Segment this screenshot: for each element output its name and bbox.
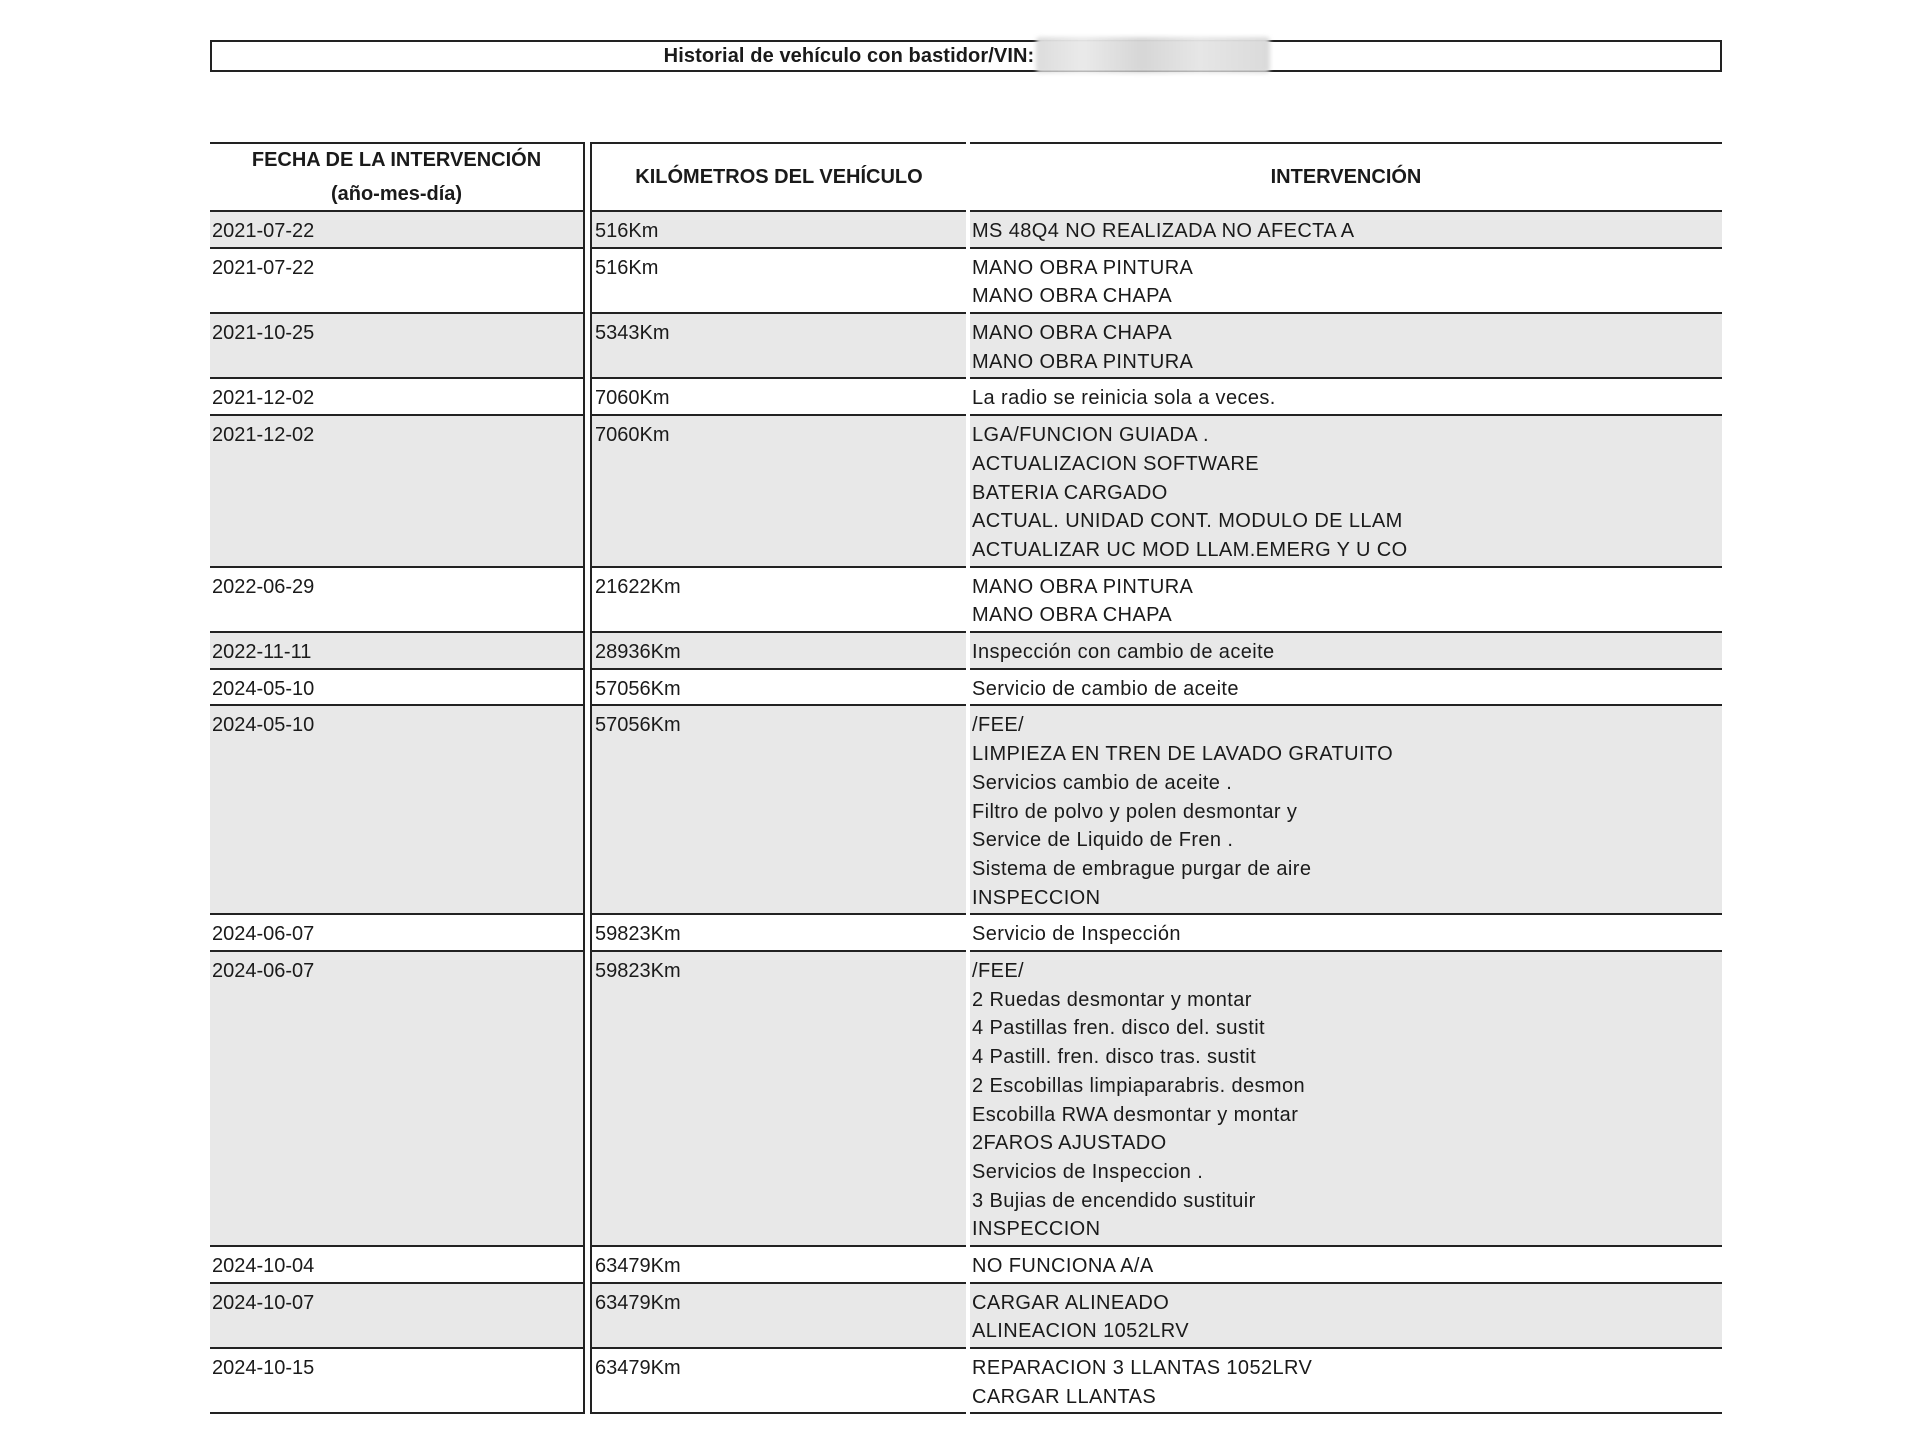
cell-km xyxy=(590,568,966,633)
intervention-line: 4 Pastillas fren. disco del. sustit xyxy=(972,1017,1266,1040)
intervention-line: Inspección con cambio de aceite xyxy=(972,641,1275,664)
km-text: 63479Km xyxy=(595,1357,681,1380)
cell-date xyxy=(210,1284,585,1349)
cell-date xyxy=(210,212,585,249)
intervention-line: MANO OBRA CHAPA xyxy=(972,285,1173,308)
cell-km xyxy=(590,670,966,707)
vehicle-history-table xyxy=(210,142,1722,1414)
table-row xyxy=(210,1247,1722,1284)
intervention-line: INSPECCION xyxy=(972,886,1101,909)
cell-date xyxy=(210,249,585,314)
intervention-line: ACTUAL. UNIDAD CONT. MODULO DE LLAM xyxy=(972,510,1403,533)
intervention-line: 2 Ruedas desmontar y montar xyxy=(972,988,1252,1011)
intervention-line: La radio se reinicia sola a veces. xyxy=(972,387,1276,410)
intervention-line: Servicio de Inspección xyxy=(972,923,1181,946)
table-row xyxy=(210,249,1722,314)
column-header-km-label: KILÓMETROS DEL VEHÍCULO xyxy=(635,166,923,188)
intervention-line: MANO OBRA CHAPA xyxy=(972,604,1173,627)
cell-intervention xyxy=(970,670,1722,707)
cell-intervention xyxy=(970,1247,1722,1284)
intervention-line: ACTUALIZACION SOFTWARE xyxy=(972,452,1259,475)
cell-intervention xyxy=(970,314,1722,379)
cell-km xyxy=(590,249,966,314)
cell-date xyxy=(210,706,585,915)
cell-intervention xyxy=(970,1349,1722,1414)
cell-km xyxy=(590,1349,966,1414)
column-header-intervention-label: INTERVENCIÓN xyxy=(1270,166,1422,188)
intervention-line: CARGAR ALINEADO xyxy=(972,1291,1170,1314)
vin-redacted xyxy=(1036,37,1270,73)
date-text: 2021-12-02 xyxy=(212,424,315,447)
intervention-line: MANO OBRA PINTURA xyxy=(972,350,1194,373)
column-header-date xyxy=(210,142,585,212)
cell-date xyxy=(210,952,585,1247)
km-text: 59823Km xyxy=(595,923,681,946)
intervention-line: Service de Liquido de Fren . xyxy=(972,829,1234,852)
intervention-line: 2FAROS AJUSTADO xyxy=(972,1132,1167,1155)
date-text: 2024-05-10 xyxy=(212,677,315,700)
document-title-box xyxy=(210,40,1722,72)
date-text: 2024-06-07 xyxy=(212,923,315,946)
intervention-line: Escobilla RWA desmontar y montar xyxy=(972,1103,1299,1126)
date-text: 2022-11-11 xyxy=(212,641,312,664)
table-row xyxy=(210,416,1722,568)
cell-intervention xyxy=(970,379,1722,416)
table-row xyxy=(210,568,1722,633)
cell-km xyxy=(590,1284,966,1349)
cell-date xyxy=(210,1247,585,1284)
cell-km xyxy=(590,952,966,1247)
cell-intervention xyxy=(970,915,1722,952)
intervention-line: INSPECCION xyxy=(972,1218,1101,1241)
date-text: 2024-10-15 xyxy=(212,1357,315,1380)
intervention-line: REPARACION 3 LLANTAS 1052LRV xyxy=(972,1357,1313,1380)
date-text: 2024-06-07 xyxy=(212,960,315,982)
cell-intervention xyxy=(970,633,1722,670)
intervention-line: LIMPIEZA EN TREN DE LAVADO GRATUITO xyxy=(972,743,1394,766)
km-text: 5343Km xyxy=(595,322,670,345)
column-header-km xyxy=(590,142,966,212)
cell-date xyxy=(210,1349,585,1414)
intervention-line: MANO OBRA PINTURA xyxy=(972,256,1194,279)
column-header-intervention xyxy=(970,142,1722,212)
km-text: 63479Km xyxy=(595,1291,681,1314)
intervention-line: Servicios de Inspeccion . xyxy=(972,1160,1204,1183)
table-row xyxy=(210,670,1722,707)
cell-km xyxy=(590,314,966,379)
cell-intervention xyxy=(970,249,1722,314)
document-title: Historial de vehículo con bastidor/VIN: xyxy=(663,44,1035,67)
cell-date xyxy=(210,314,585,379)
km-text: 28936Km xyxy=(595,641,681,664)
cell-km xyxy=(590,1247,966,1284)
column-header-date-line2: (año-mes-día) xyxy=(330,183,463,205)
table-row xyxy=(210,212,1722,249)
cell-date xyxy=(210,416,585,568)
intervention-line: 2 Escobillas limpiaparabris. desmon xyxy=(972,1074,1306,1097)
intervention-line: NO FUNCIONA A/A xyxy=(972,1255,1154,1277)
intervention-line: BATERIA CARGADO xyxy=(972,481,1168,504)
date-text: 2024-05-10 xyxy=(212,714,315,737)
table-row xyxy=(210,314,1722,379)
date-text: 2022-06-29 xyxy=(212,575,315,598)
cell-date xyxy=(210,670,585,707)
intervention-line: MS 48Q4 NO REALIZADA NO AFECTA A xyxy=(972,220,1355,242)
cell-km xyxy=(590,416,966,568)
date-text: 2021-10-25 xyxy=(212,322,315,345)
cell-date xyxy=(210,915,585,952)
intervention-line: /FEE/ xyxy=(972,714,1025,737)
cell-intervention xyxy=(970,952,1722,1247)
cell-intervention xyxy=(970,706,1722,915)
table-row xyxy=(210,952,1722,1247)
date-text: 2024-10-07 xyxy=(212,1291,315,1314)
intervention-line: 3 Bujias de encendido sustituir xyxy=(972,1189,1256,1212)
intervention-line: CARGAR LLANTAS xyxy=(972,1385,1157,1408)
km-text: 57056Km xyxy=(595,714,681,737)
cell-date xyxy=(210,633,585,670)
table-row xyxy=(210,1349,1722,1414)
table-row xyxy=(210,379,1722,416)
cell-km xyxy=(590,379,966,416)
cell-date xyxy=(210,379,585,416)
cell-date xyxy=(210,568,585,633)
table-header-row xyxy=(210,142,1722,212)
km-text: 7060Km xyxy=(595,387,670,410)
km-text: 7060Km xyxy=(595,424,670,447)
column-header-date-line1: FECHA DE LA INTERVENCIÓN xyxy=(251,149,542,171)
intervention-line: MANO OBRA PINTURA xyxy=(972,575,1194,598)
table-row xyxy=(210,915,1722,952)
intervention-line: LGA/FUNCION GUIADA . xyxy=(972,424,1209,447)
km-text: 516Km xyxy=(595,256,659,279)
date-text: 2021-12-02 xyxy=(212,387,315,410)
cell-km xyxy=(590,633,966,670)
cell-km xyxy=(590,706,966,915)
date-text: 2021-07-22 xyxy=(212,256,315,279)
km-text: 59823Km xyxy=(595,960,681,982)
km-text: 57056Km xyxy=(595,677,681,700)
cell-km xyxy=(590,212,966,249)
km-text: 63479Km xyxy=(595,1255,681,1277)
intervention-line: ACTUALIZAR UC MOD LLAM.EMERG Y U CO xyxy=(972,538,1408,561)
cell-intervention xyxy=(970,416,1722,568)
intervention-line: MANO OBRA CHAPA xyxy=(972,322,1173,345)
intervention-line: Servicios cambio de aceite . xyxy=(972,771,1233,794)
intervention-line: ALINEACION 1052LRV xyxy=(972,1320,1189,1343)
table-row xyxy=(210,1284,1722,1349)
intervention-line: Servicio de cambio de aceite xyxy=(972,677,1239,700)
intervention-line: 4 Pastill. fren. disco tras. sustit xyxy=(972,1046,1257,1069)
table-body xyxy=(210,212,1722,1414)
intervention-line: Filtro de polvo y polen desmontar y xyxy=(972,800,1298,823)
km-text: 21622Km xyxy=(595,575,681,598)
cell-intervention xyxy=(970,212,1722,249)
cell-km xyxy=(590,915,966,952)
cell-intervention xyxy=(970,1284,1722,1349)
intervention-line: /FEE/ xyxy=(972,960,1025,982)
intervention-line: Sistema de embrague purgar de aire xyxy=(972,857,1312,880)
table-row xyxy=(210,633,1722,670)
date-text: 2021-07-22 xyxy=(212,220,315,242)
km-text: 516Km xyxy=(595,220,659,242)
cell-intervention xyxy=(970,568,1722,633)
table-row xyxy=(210,706,1722,915)
date-text: 2024-10-04 xyxy=(212,1255,315,1277)
